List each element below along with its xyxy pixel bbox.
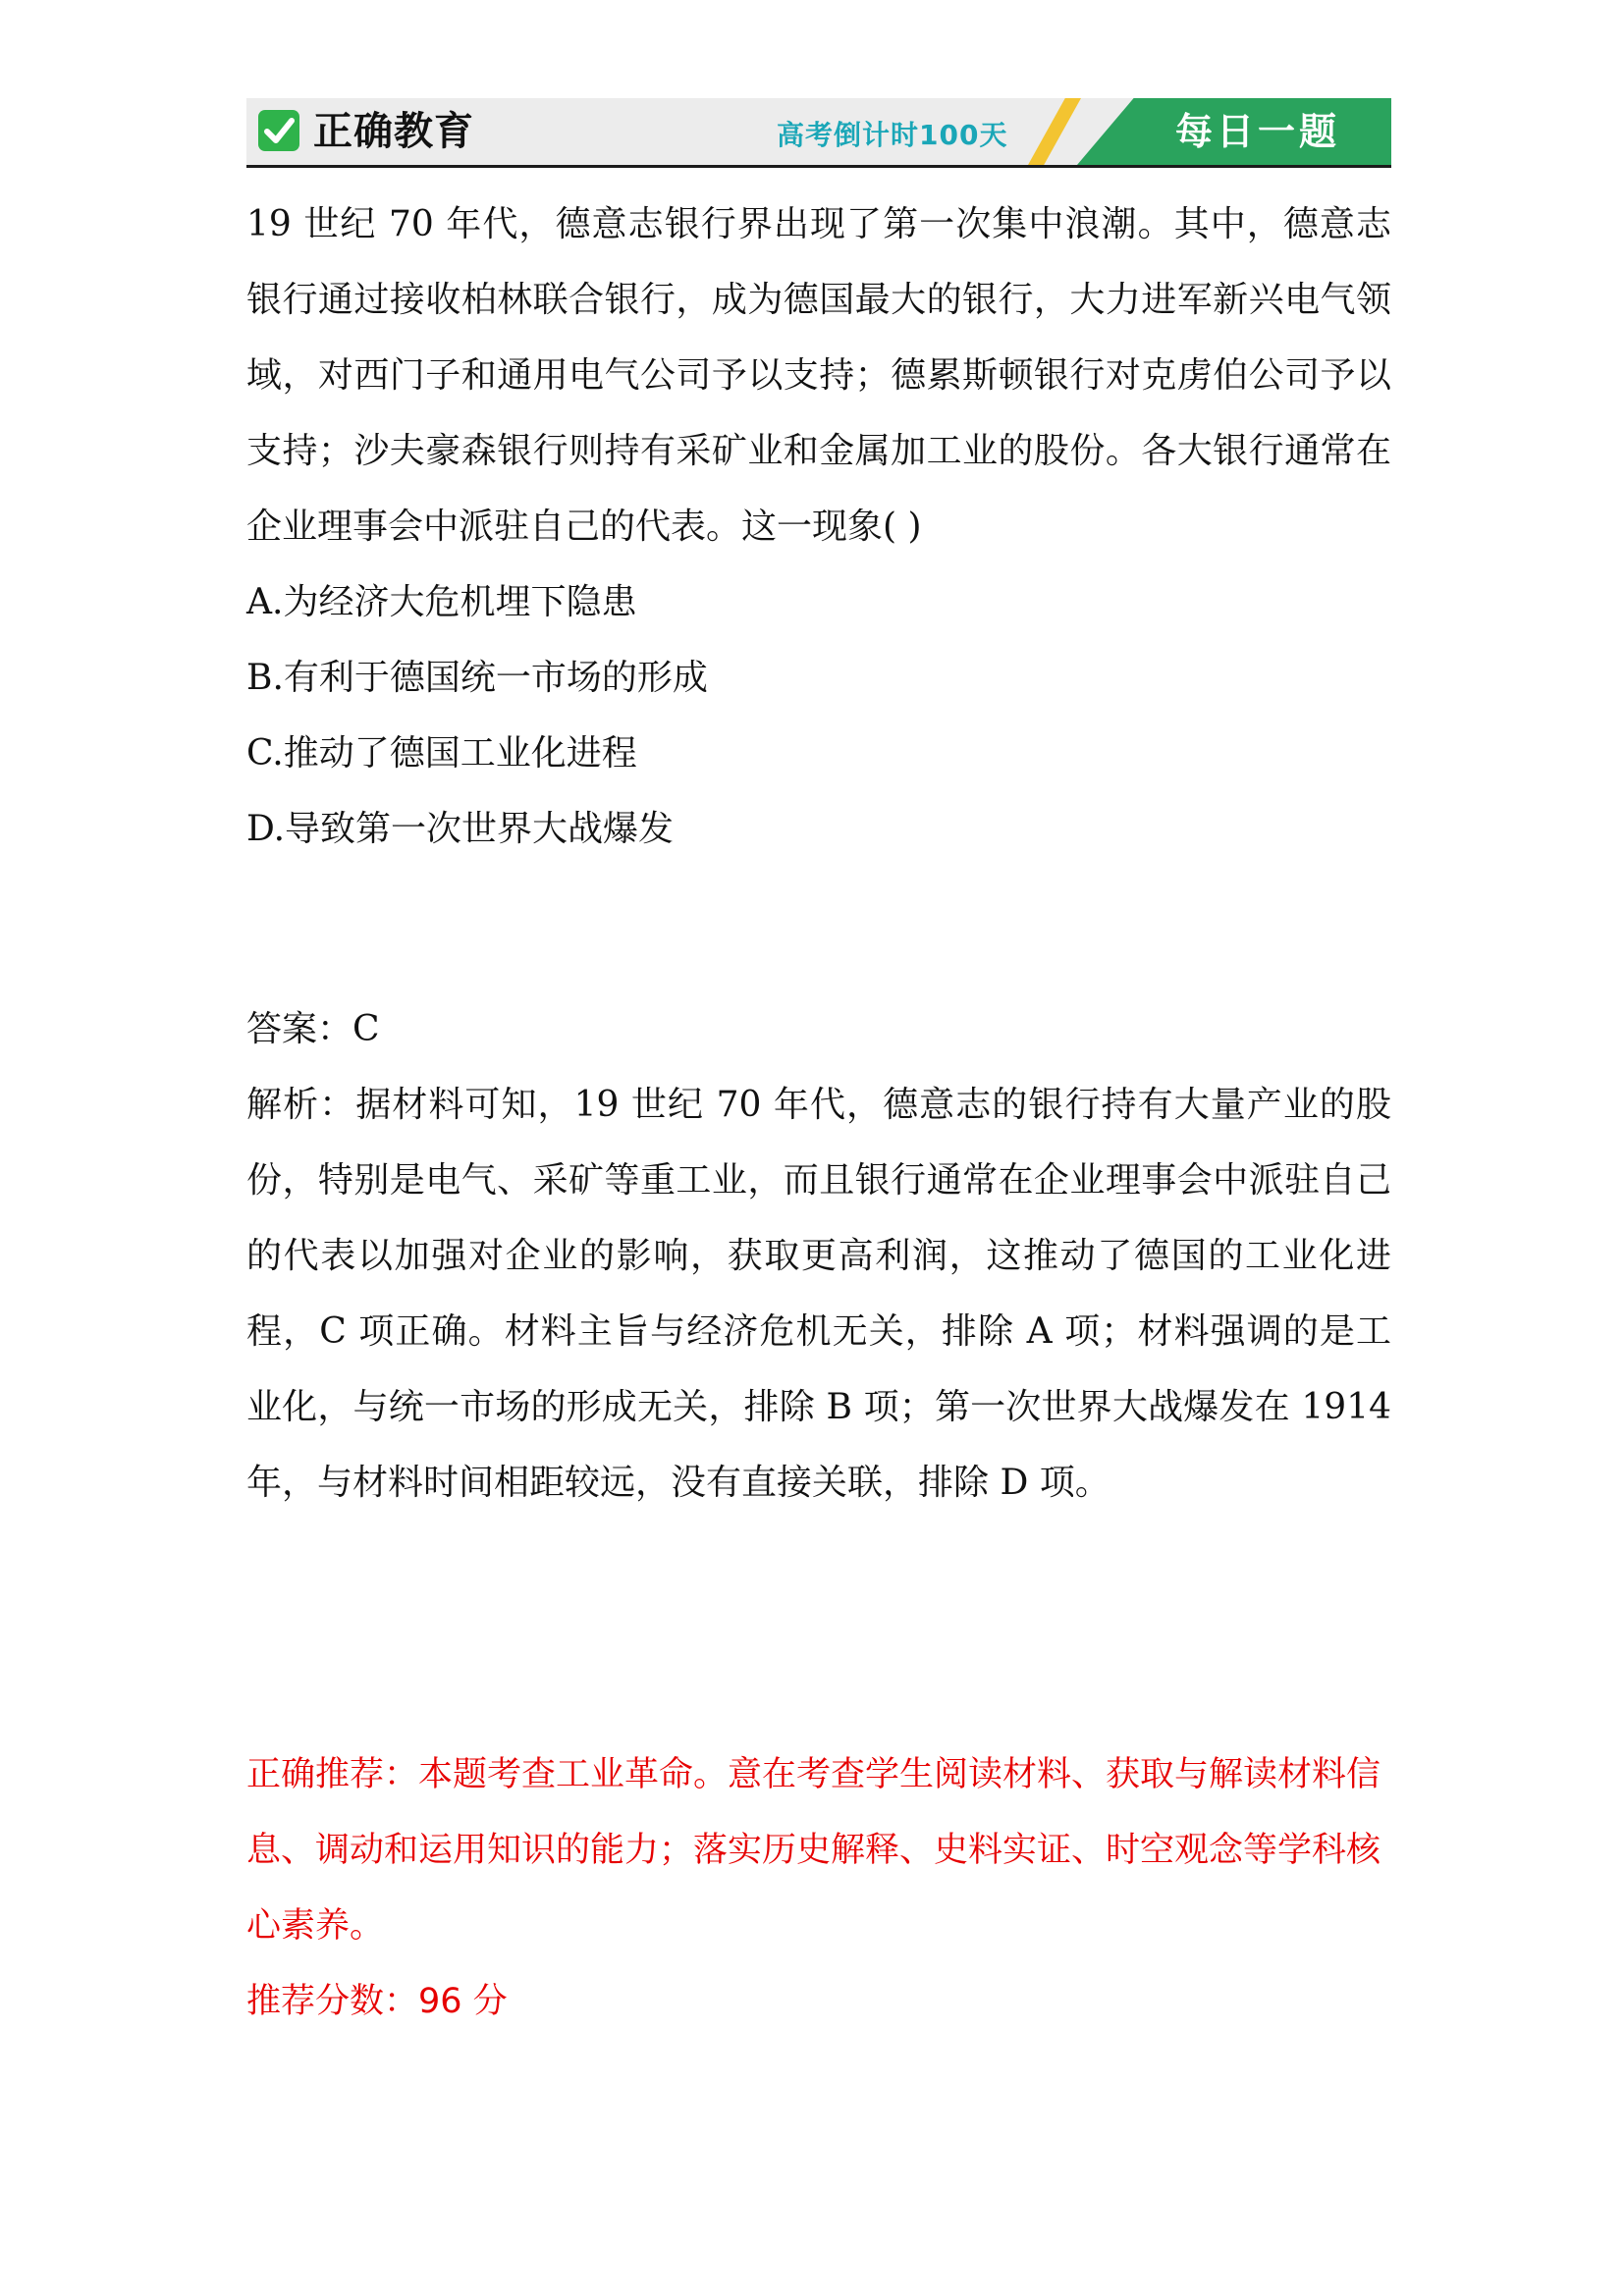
header-banner: [246, 98, 1391, 168]
countdown-text: 高考倒计时100天: [777, 119, 1008, 151]
question-section: [246, 187, 1391, 867]
recommendation-score: 推荐分数：96 分: [246, 1982, 508, 2021]
option-c: C.推动了德国工业化进程: [246, 733, 637, 774]
question-stem: 19 世纪 70 年代，德意志银行界出现了第一次集中浪潮。其中，德意志银行通过接收柏林联合银行，成为德国最大的银行，大力进军新兴电气领域，对西门子和通用电气公司予以支持；德累斯顿银行对克虏伯公司予以支持；沙夫豪森银行则持有采矿业和金属加工业的股份。各大银行通常在企业理事会中派驻自己的代表。这一现象( ): [246, 204, 1391, 547]
daily-question-label: 每日一题: [1174, 110, 1340, 153]
recommendation-text: 正确推荐：本题考查工业革命。意在考查学生阅读材料、获取与解读材料信息、调动和运用知识的能力；落实历史解释、史料实证、时空观念等学科核心素养。: [246, 1755, 1381, 1946]
answer-line: 答案：C: [246, 1009, 380, 1049]
analysis-text: 解析：据材料可知，19 世纪 70 年代，德意志的银行持有大量产业的股份，特别是电气、采矿等重工业，而且银行通常在企业理事会中派驻自己的代表以加强对企业的影响，获取更高利润，这推动了德国的工业化进程，C 项正确。材料主旨与经济危机无关，排除 A 项；材料强调的是工业化，与统一市场的形成无关，排除 B 项；第一次世界大战爆发在 1914 年，与材料时间相距较远，没有直接关联，排除 D 项。: [246, 1085, 1391, 1503]
answer-section: [246, 991, 1391, 1521]
yellow-stripe-decoration: [1028, 98, 1081, 165]
option-a: A.为经济大危机埋下隐患: [246, 582, 637, 622]
brand-name: 正确教育: [313, 109, 474, 154]
check-logo-icon: [258, 110, 299, 151]
option-b: B.有利于德国统一市场的形成: [246, 658, 708, 698]
option-d: D.导致第一次世界大战爆发: [246, 809, 675, 849]
recommendation-section: [246, 1737, 1391, 2040]
